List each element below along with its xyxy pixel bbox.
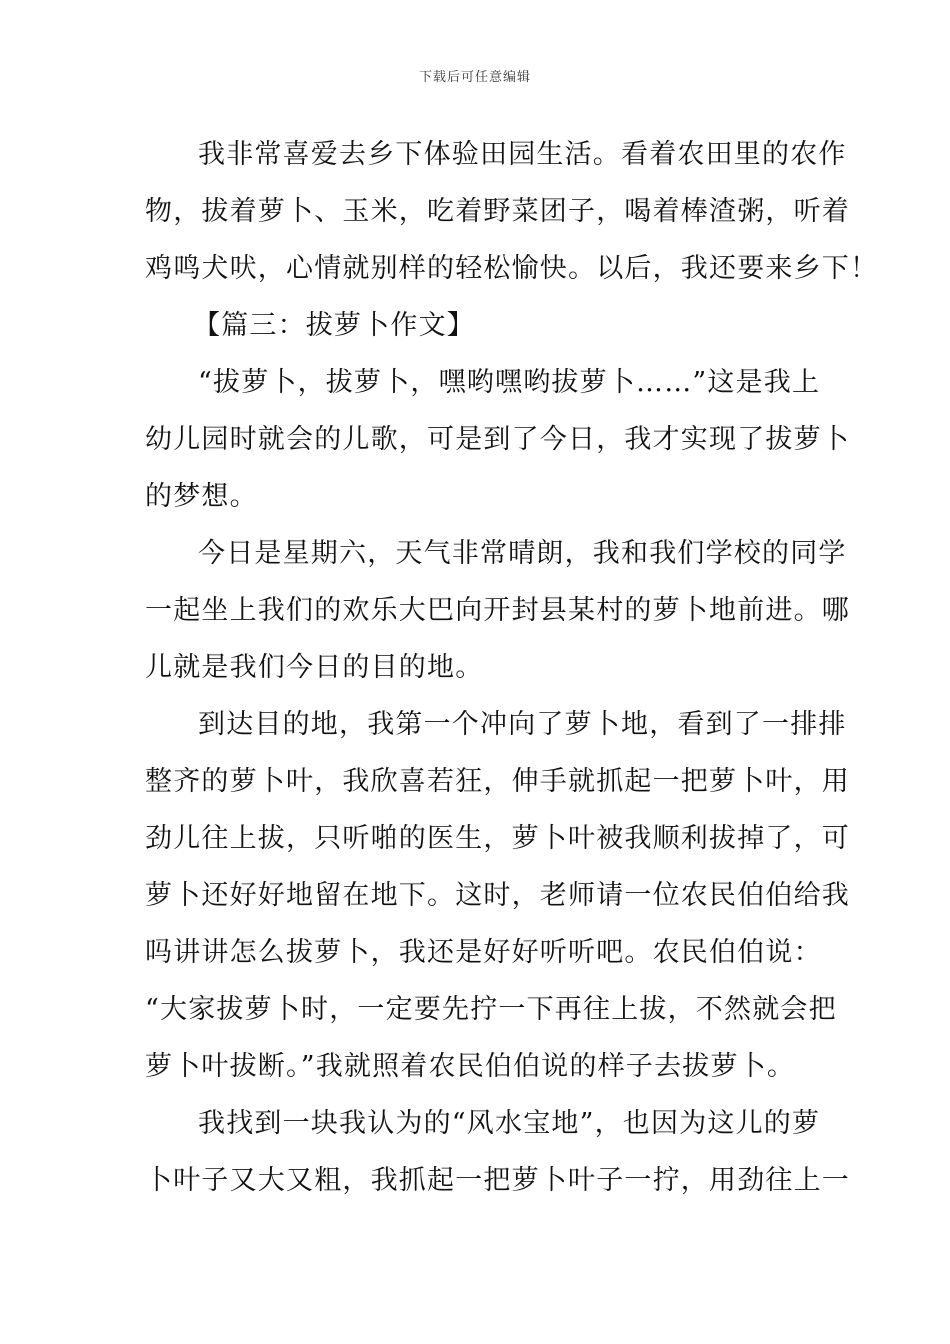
text-line: 鸡鸣犬吠，心情就别样的轻松愉快。以后，我还要来乡下！ [145, 253, 879, 284]
document-body [145, 126, 879, 1209]
text-line: 幼儿园时就会的儿歌，可是到了今日，我才实现了拔萝卜 [145, 424, 850, 455]
text-line: 到达目的地，我第一个冲向了萝卜地，看到了一排排 [198, 709, 847, 740]
text-line: “拔萝卜，拔萝卜，嘿哟嘿哟拔萝卜……”这是我上 [198, 367, 821, 398]
text-line: 劲儿往上拔，只听啪的医生，萝卜叶被我顺利拔掉了，可 [145, 823, 850, 854]
text-line: 儿就是我们今日的目的地。 [145, 652, 484, 683]
page-header: 下载后可任意编辑 [418, 70, 531, 85]
section-heading: 【篇三：拔萝卜作文】 [193, 310, 475, 341]
text-line: 的梦想。 [145, 481, 258, 512]
text-line: “大家拔萝卜时，一定要先拧一下再往上拔，不然就会把 [145, 994, 837, 1025]
text-line: 一起坐上我们的欢乐大巴向开封县某村的萝卜地前进。哪 [145, 595, 850, 626]
text-line: 我找到一块我认为的“风水宝地”，也因为这儿的萝 [198, 1108, 821, 1139]
text-line: 萝卜叶拔断。”我就照着农民伯伯说的样子去拔萝卜。 [145, 1051, 796, 1082]
text-line: 萝卜还好好地留在地下。这时，老师请一位农民伯伯给我 [145, 880, 850, 911]
text-line: 整齐的萝卜叶，我欣喜若狂，伸手就抓起一把萝卜叶，用 [145, 766, 850, 797]
text-line: 今日是星期六，天气非常晴朗，我和我们学校的同学 [198, 538, 847, 569]
text-line: 卜叶子又大又粗，我抓起一把萝卜叶子一拧，用劲往上一 [145, 1165, 850, 1196]
text-line: 吗讲讲怎么拔萝卜，我还是好好听听吧。农民伯伯说： [145, 937, 822, 968]
text-line: 物，拔着萝卜、玉米，吃着野菜团子，喝着棒渣粥，听着 [145, 196, 850, 227]
text-line: 我非常喜爱去乡下体验田园生活。看着农田里的农作 [198, 139, 847, 170]
